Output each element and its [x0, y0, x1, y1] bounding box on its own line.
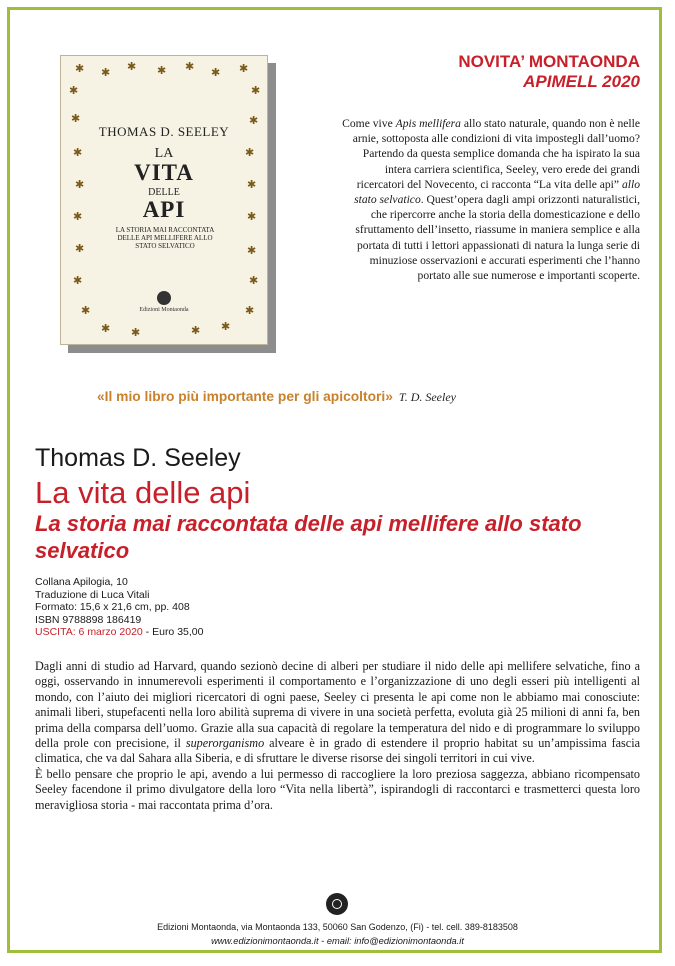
bee-icon: ✱	[247, 211, 257, 223]
bee-icon: ✱	[75, 179, 85, 191]
website-link[interactable]: www.edizionimontaonda.it	[211, 936, 319, 946]
book-subtitle: La storia mai raccontata delle api mellifere allo stato selvatico	[35, 511, 582, 563]
cover-face	[60, 55, 268, 345]
bee-icon: ✱	[71, 113, 81, 125]
bee-icon: ✱	[73, 147, 83, 159]
intro-italic-1: Apis mellifera	[395, 117, 461, 130]
bee-icon: ✱	[221, 321, 231, 333]
bee-icon: ✱	[101, 323, 111, 335]
bee-icon: ✱	[245, 147, 255, 159]
cover-publisher: Edizioni Montaonda	[139, 307, 189, 313]
bee-icon: ✱	[73, 211, 83, 223]
montaonda-logo-icon	[326, 893, 348, 915]
novita-line-2: APIMELL 2020	[523, 72, 640, 91]
bee-icon: ✱	[249, 275, 259, 287]
p1-part-b: alveare è in grado di estendere il proprio habitat su un’ampissima fascia climatica, che va dal Sahara alla Siberia, e di sfruttare le diverse risorse dei singoli territori in cui vive.	[35, 736, 640, 766]
book-author: Thomas D. Seeley	[35, 444, 241, 472]
intro-text-2: allo stato naturale, quando non è nelle arnie, sottoposta alle condizioni di vita impostegli dall’uomo? Partendo da questa semplice domanda che ha ispirato la sua intera carriera scientifica, Seeley, vero erede dei grandi ricercatori del Novecento, ci racconta “La vita delle api”	[352, 117, 640, 191]
cover-title-la: LA	[154, 146, 174, 161]
bee-icon: ✱	[75, 243, 85, 255]
bee-icon: ✱	[81, 305, 91, 317]
bee-icon: ✱	[247, 179, 257, 191]
cover-title-vita: VITA	[134, 160, 194, 185]
bee-icon: ✱	[127, 61, 137, 73]
isbn: ISBN 9788898 186419	[35, 613, 142, 626]
bee-icon: ✱	[131, 327, 141, 339]
intro-text-3: . Quest’opera dagli ampi orizzonti naturalistici, che ripercorre anche la storia della domesticazione e dello sfruttamento dell’insetto, riassume in maniera semplice e alla portata di tutti i lettori appassionati di natura la lunga serie di minuziose osservazioni e accurati esperimenti che l’hanno portato alle sue numerose e importanti scoperte.	[355, 193, 640, 283]
intro-paragraph	[340, 116, 640, 283]
uscita-date: USCITA: 6 marzo 2020	[35, 626, 143, 639]
email-label: - email:	[318, 936, 355, 946]
collana: Collana Apilogia, 10	[35, 576, 128, 588]
quote-attribution: T. D. Seeley	[398, 390, 456, 404]
cover-title-api: API	[142, 197, 186, 222]
description-paragraph-1	[35, 659, 640, 767]
book-cover	[60, 55, 268, 345]
traduzione: Traduzione di Luca Vitali	[35, 588, 150, 601]
bee-icon: ✱	[75, 63, 85, 75]
p1-italic: superorganismo	[185, 736, 265, 751]
prezzo: - Euro 35,00	[142, 626, 204, 639]
bee-icon: ✱	[69, 85, 79, 97]
bee-icon: ✱	[211, 67, 221, 79]
bee-icon: ✱	[157, 65, 167, 77]
p1-part-a: Dagli anni di studio ad Harvard, quando sezionò decine di alberi per studiare il nido delle api mellifere selvatiche, fino a oggi, osservando in innumerevoli esperimenti il comportamento e l’organizzazione di uno degli esseri più intelligenti al mondo, con l’aiuto dei migliori ricercatori di ogni paese, Seeley ci presenta le api come non le abbiamo mai conosciute: animali liberi, stupefacenti nella loro abilità suprema di vivere in una società perfetta, evoluta già 25 milioni di anni fa, ben prima della comparsa dell’uomo. Grazie alla sua capacità di regolare la temperatura del nido e di programmare lo sviluppo della prole con precisione, il	[35, 659, 640, 751]
intro-italic-2: allo stato selvatico	[354, 177, 640, 207]
bee-icon: ✱	[249, 115, 259, 127]
description-body	[35, 659, 640, 813]
bee-icon: ✱	[251, 85, 261, 97]
novita-heading	[458, 52, 640, 92]
bee-icon: ✱	[239, 63, 249, 75]
email-link[interactable]: info@edizionimontaonda.it	[354, 936, 464, 946]
novita-line-1: NOVITA’ MONTAONDA	[458, 52, 640, 71]
book-title: La vita delle api	[35, 475, 251, 510]
bee-icon: ✱	[245, 305, 255, 317]
cover-title-delle: DELLE	[148, 187, 180, 198]
bee-icon: ✱	[101, 67, 111, 79]
cover-author: THOMAS D. SEELEY	[98, 124, 230, 139]
bee-icon: ✱	[191, 325, 201, 337]
intro-text-1: Come vive	[342, 117, 396, 130]
bee-icon: ✱	[247, 245, 257, 257]
quote-text: «Il mio libro più importante per gli apicoltori»	[97, 389, 393, 404]
footer-contacts	[0, 936, 675, 946]
bee-icon: ✱	[185, 61, 195, 73]
description-paragraph-2: È bello pensare che proprio le api, avendo a lui permesso di raccogliere la loro preziosa saggezza, abbiano ricompensato Seeley facendone il primo divulgatore della loro “Vita nella libertà”, ispirandogli di raccontarci e trasmetterci questa loro meravigliosa storia - mai raccontata prima d’ora.	[35, 766, 640, 812]
footer-address: Edizioni Montaonda, via Montaonda 133, 50060 San Godenzo, (Fi) - tel. cell. 389-8183508	[157, 922, 518, 932]
uscita-line	[35, 626, 203, 639]
cover-subtitle: LA STORIA MAI RACCONTATA DELLE API MELLIFERE ALLO STATO SELVATICO	[115, 226, 215, 250]
book-details	[35, 576, 203, 639]
bee-icon: ✱	[73, 275, 83, 287]
formato: Formato: 15,6 x 21,6 cm, pp. 408	[35, 601, 190, 614]
author-quote	[97, 389, 456, 405]
publisher-logo-icon	[157, 291, 171, 305]
